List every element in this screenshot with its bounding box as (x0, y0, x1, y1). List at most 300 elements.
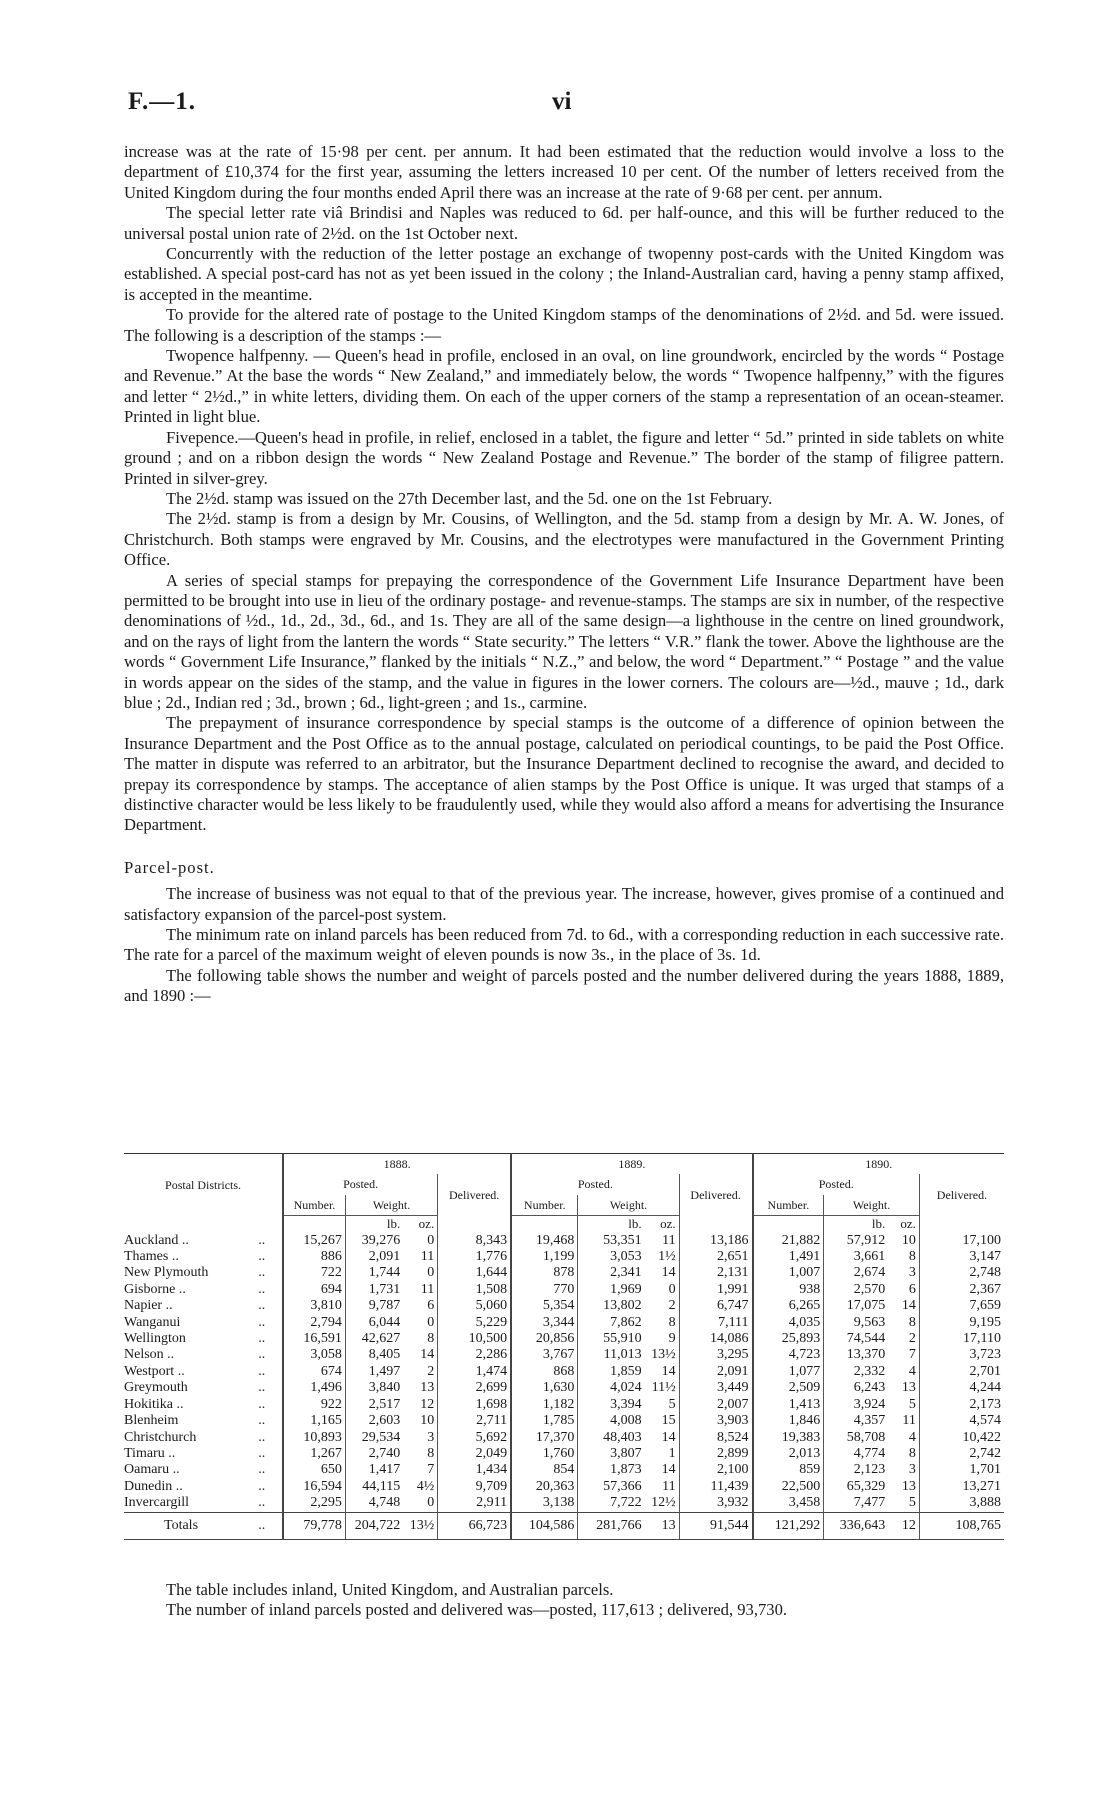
table-notes (124, 1580, 1004, 1621)
weight-lb-1888: 1,744 (345, 1265, 403, 1281)
posted-header: Posted. (753, 1174, 920, 1194)
weight-lb-1888: 29,534 (345, 1430, 403, 1446)
number-1889: 5,354 (511, 1298, 578, 1314)
number-1890: 21,882 (753, 1233, 824, 1249)
weight-oz-1889: 8 (668, 1314, 676, 1330)
delivered-1889: 2,100 (679, 1462, 752, 1478)
number-1888: 1,267 (283, 1446, 345, 1462)
number-1889: 3,138 (511, 1495, 578, 1512)
number-1889: 1,199 (511, 1249, 578, 1265)
dot-leader: .. (258, 1380, 266, 1396)
weight-lb-1888: 1,731 (345, 1282, 403, 1298)
weight-oz-1889: 9 (668, 1331, 676, 1347)
unit-row (124, 1216, 1004, 1233)
weight-lb-1890: 3,661 (824, 1249, 889, 1265)
delivered-1889: 2,899 (679, 1446, 752, 1462)
paragraph: The 2½d. stamp was issued on the 27th December last, and the 5d. one on the 1st February. (166, 488, 773, 508)
number-1889: 19,468 (511, 1233, 578, 1249)
delivered-1889: 2,091 (679, 1364, 752, 1380)
weight-lb-1889: 3,807 (578, 1446, 645, 1462)
weight-lb-1890: 2,123 (824, 1462, 889, 1478)
delivered-1890: 2,173 (919, 1397, 1004, 1413)
delivered-1888: 1,776 (438, 1249, 511, 1265)
number-1889: 20,856 (511, 1331, 578, 1347)
weight-oz-1889: 2 (668, 1298, 676, 1314)
weight-lb-1889: 1,873 (578, 1462, 645, 1478)
number-1889: 20,363 (511, 1479, 578, 1495)
weight-lb-1888: 3,840 (345, 1380, 403, 1396)
total-weight-oz-1889: 13 (645, 1512, 679, 1539)
number-1890: 938 (753, 1282, 824, 1298)
district-name: Blenheim (124, 1413, 179, 1429)
weight-lb-1890: 13,370 (824, 1347, 889, 1363)
delivered-1889: 8,524 (679, 1430, 752, 1446)
number-1889: 3,767 (511, 1347, 578, 1363)
dot-leader: .. (258, 1478, 266, 1494)
delivered-1890: 13,271 (919, 1479, 1004, 1495)
weight-oz-1889: 11 (662, 1232, 676, 1248)
weight-oz-1889: 13½ (651, 1347, 676, 1363)
weight-lb-1888: 39,276 (345, 1233, 403, 1249)
delivered-1888: 1,644 (438, 1265, 511, 1281)
delivered-1890: 4,244 (919, 1380, 1004, 1396)
dot-leader: .. (258, 1331, 266, 1347)
district-name: Gisborne .. (124, 1281, 186, 1297)
district-name: Westport .. (124, 1363, 185, 1379)
number-1889: 1,785 (511, 1413, 578, 1429)
delivered-1890: 17,110 (919, 1331, 1004, 1347)
delivered-1889: 2,651 (679, 1249, 752, 1265)
delivered-1888: 1,434 (438, 1462, 511, 1478)
dot-leader: .. (258, 1314, 266, 1330)
weight-oz-1889: 5 (668, 1396, 676, 1412)
total-weight-oz-1888: 13½ (403, 1512, 437, 1539)
weight-lb-1889: 3,394 (578, 1397, 645, 1413)
number-1890: 22,500 (753, 1479, 824, 1495)
oz-unit: oz. (900, 1216, 916, 1232)
number-1890: 6,265 (753, 1298, 824, 1314)
weight-oz-1888: 8 (427, 1331, 435, 1347)
weight-oz-1890: 8 (908, 1445, 916, 1461)
number-1889: 1,760 (511, 1446, 578, 1462)
delivered-1888: 5,229 (438, 1315, 511, 1331)
weight-oz-1888: 12 (420, 1396, 435, 1412)
paragraph: The special letter rate viâ Brindisi and Naples was reduced to 6d. per half-ounce, and this will be further reduced to the universal postal union rate of 2½d. on the 1st October next. (124, 203, 1004, 243)
weight-oz-1890: 10 (901, 1232, 916, 1248)
weight-oz-1889: 14 (661, 1462, 676, 1478)
weight-oz-1888: 3 (427, 1429, 435, 1445)
weight-lb-1889: 2,341 (578, 1265, 645, 1281)
weight-lb-1890: 65,329 (824, 1479, 889, 1495)
paragraph: The following table shows the number and weight of parcels posted and the number delivered during the years 1888, 1889, and 1890 :— (124, 965, 1004, 1006)
number-1888: 16,594 (283, 1479, 345, 1495)
table-row (124, 1249, 1004, 1265)
weight-oz-1890: 4 (908, 1363, 916, 1379)
district-name: New Plymouth (124, 1265, 209, 1281)
table-row (124, 1479, 1004, 1495)
delivered-1889: 13,186 (679, 1233, 752, 1249)
number-header: Number. (283, 1195, 345, 1216)
dot-leader: .. (258, 1347, 266, 1363)
weight-oz-1889: 11 (662, 1478, 676, 1494)
number-1888: 722 (283, 1265, 345, 1281)
weight-lb-1889: 11,013 (578, 1347, 645, 1363)
dot-leader: .. (258, 1265, 266, 1281)
weight-lb-1890: 58,708 (824, 1430, 889, 1446)
weight-lb-1888: 2,603 (345, 1413, 403, 1429)
weight-oz-1890: 13 (901, 1380, 916, 1396)
oz-unit: oz. (418, 1216, 435, 1232)
delivered-1889: 3,932 (679, 1495, 752, 1512)
delivered-1888: 10,500 (438, 1331, 511, 1347)
weight-lb-1889: 53,351 (578, 1233, 645, 1249)
weight-lb-1890: 3,924 (824, 1397, 889, 1413)
district-name: Wellington (124, 1331, 186, 1347)
district-name: Christchurch (124, 1429, 197, 1445)
weight-oz-1890: 14 (901, 1298, 916, 1314)
weight-oz-1888: 0 (427, 1232, 435, 1248)
delivered-1888: 2,711 (438, 1413, 511, 1429)
weight-oz-1889: 14 (661, 1363, 676, 1379)
total-weight-lb-1889: 281,766 (578, 1512, 645, 1539)
district-name: Auckland .. (124, 1232, 189, 1248)
delivered-1888: 8,343 (438, 1233, 511, 1249)
weight-lb-1890: 74,544 (824, 1331, 889, 1347)
number-1888: 2,295 (283, 1495, 345, 1512)
weight-lb-1889: 1,969 (578, 1282, 645, 1298)
document-reference: F.—1. (128, 88, 196, 115)
total-delivered-1890: 108,765 (919, 1512, 1004, 1539)
delivered-1889: 3,449 (679, 1380, 752, 1396)
table-row (124, 1315, 1004, 1331)
number-1889: 3,344 (511, 1315, 578, 1331)
weight-oz-1888: 11 (420, 1249, 435, 1265)
weight-oz-1889: 14 (661, 1265, 676, 1281)
delivered-1888: 1,508 (438, 1282, 511, 1298)
weight-lb-1890: 7,477 (824, 1495, 889, 1512)
weight-lb-1890: 17,075 (824, 1298, 889, 1314)
table-row (124, 1430, 1004, 1446)
delivered-1890: 3,723 (919, 1347, 1004, 1363)
district-name: Wanganui (124, 1314, 181, 1330)
delivered-1888: 2,699 (438, 1380, 511, 1396)
weight-oz-1888: 11 (420, 1281, 435, 1297)
totals-label: Totals (124, 1512, 255, 1539)
dot-leader: .. (258, 1396, 266, 1412)
delivered-1889: 3,903 (679, 1413, 752, 1429)
table-row (124, 1397, 1004, 1413)
note: The number of inland parcels posted and delivered was—posted, 117,613 ; delivered, 93,730. (166, 1600, 788, 1620)
number-1890: 1,007 (753, 1265, 824, 1281)
table-row (124, 1462, 1004, 1478)
weight-oz-1890: 5 (908, 1396, 916, 1412)
weight-lb-1888: 8,405 (345, 1347, 403, 1363)
weight-lb-1890: 6,243 (824, 1380, 889, 1396)
delivered-header: Delivered. (438, 1174, 511, 1215)
table-row (124, 1347, 1004, 1363)
weight-oz-1889: 14 (661, 1429, 676, 1445)
total-delivered-1888: 66,723 (438, 1512, 511, 1539)
paragraph: A series of special stamps for prepaying the correspondence of the Government Life Insurance Department have been permitted to be brought into use in lieu of the ordinary postage- and revenue-stamps. The stamps are six in number, of the respective denominations of ½d., 1d., 2d., 3d., 6d., and 1s. They are all of the same design—a lighthouse in the centre on lined groundwork, and on the rays of light from the lantern the words “ State security.” The letters “ V.R.” flank the tower. Above the lighthouse are the words “ Government Life Insurance,” flanked by the initials “ N.Z.,” and below, the word “ Department.” “ Postage ” and the value in words appear on the sides of the stamp, and the value in figures in the lower corners. The colours are—½d., mauve ; 1d., dark blue ; 2d., Indian red ; 3d., brown ; 6d., light-green ; and 1s., carmine. (124, 570, 1004, 712)
weight-lb-1890: 9,563 (824, 1315, 889, 1331)
weight-lb-1889: 48,403 (578, 1430, 645, 1446)
number-1888: 10,893 (283, 1430, 345, 1446)
weight-oz-1889: 1½ (658, 1249, 676, 1265)
delivered-1888: 5,692 (438, 1430, 511, 1446)
weight-oz-1888: 0 (427, 1314, 435, 1330)
weight-oz-1890: 7 (908, 1347, 916, 1363)
district-name: Timaru .. (124, 1445, 176, 1461)
number-1889: 868 (511, 1364, 578, 1380)
weight-lb-1889: 13,802 (578, 1298, 645, 1314)
number-1888: 15,267 (283, 1233, 345, 1249)
weight-lb-1890: 2,570 (824, 1282, 889, 1298)
weight-lb-1888: 2,517 (345, 1397, 403, 1413)
weight-oz-1888: 6 (427, 1298, 435, 1314)
weight-oz-1890: 3 (908, 1265, 916, 1281)
number-1890: 859 (753, 1462, 824, 1478)
delivered-1888: 1,698 (438, 1397, 511, 1413)
number-1890: 3,458 (753, 1495, 824, 1512)
number-1890: 1,491 (753, 1249, 824, 1265)
number-1888: 886 (283, 1249, 345, 1265)
delivered-1890: 10,422 (919, 1430, 1004, 1446)
paragraph: increase was at the rate of 15·98 per cent. per annum. It had been estimated that the reduction would involve a loss to the department of £10,374 for the first year, assuming the letters increased 10 per cent. Of the number of letters received from the United Kingdom during the four months ended April there was an increase at the rate of 9·68 per cent. per annum. (124, 142, 1004, 202)
weight-oz-1890: 8 (908, 1249, 916, 1265)
paragraph: The prepayment of insurance correspondence by special stamps is the outcome of a difference of opinion between the Insurance Department and the Post Office as to the annual postage, calculated on periodical countings, to be paid the Post Office. The matter in dispute was referred to an arbitrator, but the Insurance Department declined to recognise the award, and decided to prepay its correspondence by stamps. The acceptance of alien stamps by the Post Office is unique. It was urged that stamps of a distinctive character would be less likely to be fraudulently used, while they would also afford a means for advertising the Insurance Department. (124, 713, 1004, 835)
delivered-1890: 2,367 (919, 1282, 1004, 1298)
table-row (124, 1282, 1004, 1298)
delivered-1889: 14,086 (679, 1331, 752, 1347)
weight-oz-1888: 2 (427, 1363, 435, 1379)
delivered-1888: 9,709 (438, 1479, 511, 1495)
weight-oz-1888: 10 (420, 1413, 435, 1429)
district-name: Dunedin .. (124, 1478, 183, 1494)
weight-oz-1888: 7 (427, 1462, 435, 1478)
weight-lb-1888: 1,497 (345, 1364, 403, 1380)
page-header (128, 88, 1004, 118)
table-row (124, 1495, 1004, 1512)
weight-oz-1890: 5 (908, 1495, 916, 1511)
number-1889: 770 (511, 1282, 578, 1298)
district-name: Invercargill (124, 1495, 190, 1511)
weight-oz-1888: 8 (427, 1445, 435, 1461)
district-name: Oamaru .. (124, 1462, 180, 1478)
district-name: Napier .. (124, 1298, 173, 1314)
number-1890: 19,383 (753, 1430, 824, 1446)
delivered-1889: 11,439 (679, 1479, 752, 1495)
number-1888: 2,794 (283, 1315, 345, 1331)
posted-header: Posted. (283, 1174, 438, 1194)
page-number: vi (552, 88, 572, 115)
weight-lb-1889: 55,910 (578, 1331, 645, 1347)
district-name: Nelson .. (124, 1347, 175, 1363)
district-header: Postal Districts. (165, 1177, 242, 1192)
year-header: 1889. (511, 1154, 752, 1175)
dot-leader: .. (258, 1363, 266, 1379)
delivered-1890: 2,748 (919, 1265, 1004, 1281)
delivered-1890: 9,195 (919, 1315, 1004, 1331)
dot-leader: .. (258, 1249, 266, 1265)
total-delivered-1889: 91,544 (679, 1512, 752, 1539)
delivered-1889: 6,747 (679, 1298, 752, 1314)
totals-row (124, 1512, 1004, 1539)
parcels-table-container (124, 1153, 1004, 1540)
number-1889: 1,630 (511, 1380, 578, 1396)
weight-lb-1889: 7,862 (578, 1315, 645, 1331)
delivered-1888: 5,060 (438, 1298, 511, 1314)
delivered-1888: 2,286 (438, 1347, 511, 1363)
table-row (124, 1265, 1004, 1281)
dot-leader: .. (255, 1512, 283, 1539)
delivered-1890: 17,100 (919, 1233, 1004, 1249)
delivered-1890: 3,147 (919, 1249, 1004, 1265)
delivered-1888: 2,049 (438, 1446, 511, 1462)
delivered-1890: 2,701 (919, 1364, 1004, 1380)
weight-oz-1888: 0 (427, 1265, 435, 1281)
delivered-header: Delivered. (919, 1174, 1004, 1215)
lb-unit: lb. (345, 1216, 403, 1233)
paragraph: The 2½d. stamp is from a design by Mr. Cousins, of Wellington, and the 5d. stamp from a design by Mr. A. W. Jones, of Christchurch. Both stamps were engraved by Mr. Cousins, and the electrotypes were manufactured in the Government Printing Office. (124, 509, 1004, 570)
number-1890: 2,013 (753, 1446, 824, 1462)
number-1890: 4,723 (753, 1347, 824, 1363)
weight-lb-1888: 2,091 (345, 1249, 403, 1265)
district-name: Thames .. (124, 1249, 179, 1265)
paragraph: Twopence halfpenny. — Queen's head in profile, enclosed in an oval, on line groundwork, encircled by the words “ Postage and Revenue.” At the base the words “ New Zealand,” and immediately below, the words “ Twopence halfpenny,” with the figures and letter “ 2½d.,” in white letters, dividing them. On each of the upper corners of the stamp a representation of an ocean-steamer. Printed in light blue. (124, 346, 1004, 427)
weight-header: Weight. (345, 1195, 437, 1216)
weight-oz-1888: 4½ (416, 1478, 435, 1494)
weight-oz-1889: 1 (668, 1445, 676, 1461)
weight-lb-1890: 4,774 (824, 1446, 889, 1462)
number-1890: 2,509 (753, 1380, 824, 1396)
weight-lb-1890: 4,357 (824, 1413, 889, 1429)
total-number-1888: 79,778 (283, 1512, 345, 1539)
number-1888: 1,496 (283, 1380, 345, 1396)
dot-leader: .. (258, 1462, 266, 1478)
weight-header: Weight. (824, 1195, 920, 1216)
weight-oz-1890: 4 (908, 1429, 916, 1445)
number-1888: 16,591 (283, 1331, 345, 1347)
note: The table includes inland, United Kingdom, and Australian parcels. (166, 1580, 614, 1599)
number-1888: 1,165 (283, 1413, 345, 1429)
delivered-1890: 2,742 (919, 1446, 1004, 1462)
number-1889: 1,182 (511, 1397, 578, 1413)
table-row (124, 1380, 1004, 1396)
delivered-header: Delivered. (679, 1174, 752, 1215)
weight-oz-1889: 0 (668, 1281, 676, 1297)
total-number-1889: 104,586 (511, 1512, 578, 1539)
delivered-1890: 3,888 (919, 1495, 1004, 1512)
paragraph: To provide for the altered rate of postage to the United Kingdom stamps of the denominations of 2½d. and 5d. were issued. The following is a description of the stamps :— (124, 305, 1004, 345)
weight-oz-1888: 14 (420, 1347, 435, 1363)
weight-oz-1890: 8 (908, 1314, 916, 1330)
dot-leader: .. (258, 1445, 266, 1461)
weight-lb-1888: 2,740 (345, 1446, 403, 1462)
section-heading: Parcel-post. (124, 857, 215, 877)
weight-lb-1888: 42,627 (345, 1331, 403, 1347)
number-1890: 1,846 (753, 1413, 824, 1429)
number-header: Number. (753, 1195, 824, 1216)
delivered-1889: 7,111 (679, 1315, 752, 1331)
delivered-1890: 4,574 (919, 1413, 1004, 1429)
table-row (124, 1233, 1004, 1249)
oz-unit: oz. (660, 1216, 676, 1232)
total-number-1890: 121,292 (753, 1512, 824, 1539)
table-row (124, 1364, 1004, 1380)
dot-leader: .. (258, 1495, 266, 1511)
district-name: Hokitika .. (124, 1396, 184, 1412)
number-header: Number. (511, 1195, 578, 1216)
parcels-table (124, 1153, 1004, 1540)
delivered-1888: 1,474 (438, 1364, 511, 1380)
number-1889: 17,370 (511, 1430, 578, 1446)
weight-lb-1888: 6,044 (345, 1315, 403, 1331)
weight-oz-1888: 0 (427, 1495, 435, 1511)
posted-header: Posted. (511, 1174, 679, 1194)
weight-oz-1890: 3 (908, 1462, 916, 1478)
weight-oz-1890: 2 (908, 1331, 916, 1347)
delivered-1890: 1,701 (919, 1462, 1004, 1478)
dot-leader: .. (258, 1281, 266, 1297)
weight-lb-1888: 1,417 (345, 1462, 403, 1478)
year-header: 1888. (283, 1154, 511, 1175)
weight-lb-1889: 7,722 (578, 1495, 645, 1512)
paragraph: Concurrently with the reduction of the letter postage an exchange of twopenny post-cards with the United Kingdom was established. A special post-card has not as yet been issued in the colony ; the Inland-Australian card, having a penny stamp affixed, is accepted in the meantime. (124, 244, 1004, 304)
district-name: Greymouth (124, 1380, 188, 1396)
number-1889: 854 (511, 1462, 578, 1478)
delivered-1888: 2,911 (438, 1495, 511, 1512)
number-1888: 674 (283, 1364, 345, 1380)
number-1889: 878 (511, 1265, 578, 1281)
weight-oz-1889: 15 (661, 1413, 676, 1429)
delivered-1889: 1,991 (679, 1282, 752, 1298)
table-body (124, 1216, 1004, 1512)
number-1888: 650 (283, 1462, 345, 1478)
number-1890: 25,893 (753, 1331, 824, 1347)
number-1890: 1,077 (753, 1364, 824, 1380)
number-1888: 694 (283, 1282, 345, 1298)
paragraph: Fivepence.—Queen's head in profile, in relief, enclosed in a tablet, the figure and letter “ 5d.” printed in side tablets on white ground ; and on a ribbon design the words “ New Zealand Postage and Revenue.” The border of the stamp of filigree pattern. Printed in silver-grey. (124, 427, 1004, 488)
number-1888: 922 (283, 1397, 345, 1413)
body-text (124, 142, 1004, 1007)
weight-lb-1890: 2,332 (824, 1364, 889, 1380)
total-weight-lb-1888: 204,722 (345, 1512, 403, 1539)
paragraph: The minimum rate on inland parcels has been reduced from 7d. to 6d., with a corresponding reduction in each successive rate. The rate for a parcel of the maximum weight of eleven pounds is now 3s., in the place of 3s. 1d. (124, 925, 1004, 965)
weight-oz-1890: 11 (902, 1413, 916, 1429)
number-1888: 3,810 (283, 1298, 345, 1314)
weight-lb-1888: 4,748 (345, 1495, 403, 1512)
number-1890: 1,413 (753, 1397, 824, 1413)
number-1888: 3,058 (283, 1347, 345, 1363)
dot-leader: .. (258, 1298, 266, 1314)
weight-lb-1888: 9,787 (345, 1298, 403, 1314)
weight-oz-1890: 13 (901, 1478, 916, 1494)
weight-lb-1889: 57,366 (578, 1479, 645, 1495)
weight-oz-1889: 12½ (651, 1495, 676, 1511)
table-row (124, 1298, 1004, 1314)
table-row (124, 1446, 1004, 1462)
weight-oz-1889: 11½ (651, 1380, 676, 1396)
lb-unit: lb. (824, 1216, 889, 1233)
weight-lb-1888: 44,115 (345, 1479, 403, 1495)
total-weight-oz-1890: 12 (888, 1512, 919, 1539)
weight-lb-1889: 4,024 (578, 1380, 645, 1396)
weight-header: Weight. (578, 1195, 679, 1216)
weight-lb-1889: 1,859 (578, 1364, 645, 1380)
delivered-1889: 2,131 (679, 1265, 752, 1281)
delivered-1889: 2,007 (679, 1397, 752, 1413)
weight-oz-1888: 13 (420, 1380, 435, 1396)
